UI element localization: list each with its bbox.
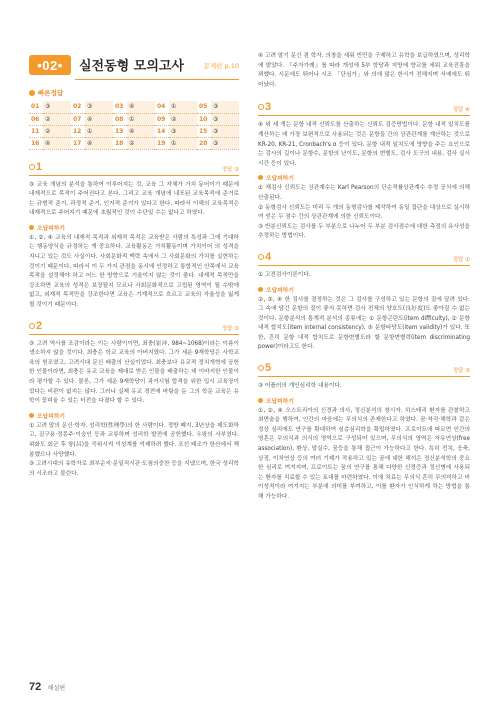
publisher-label: 해설편	[47, 685, 66, 692]
answer-row	[29, 113, 239, 125]
bullet-icon	[258, 175, 263, 180]
correct-answer: 정답 ③	[221, 166, 239, 173]
explanation-label: 오답피하기	[29, 411, 239, 420]
circle-icon	[258, 365, 264, 371]
question-number: 2	[29, 320, 42, 332]
answer-value: ④	[85, 137, 113, 149]
header-rule	[75, 79, 239, 80]
answer-value: ④	[85, 113, 113, 125]
answer-number: 01	[29, 101, 43, 113]
right-questions	[258, 102, 470, 502]
bullet-icon	[29, 413, 34, 418]
question-number: 3	[258, 101, 271, 113]
left-column	[29, 52, 239, 489]
answer-value: ③	[211, 113, 239, 125]
explanation-body: ①, ②, ④ 교육의 내재적 목적과 외재적 목적은 교육받은 사람의 특성과 그에 기대하는 행동양식을 규정하는 게 중요하다. 교육활동은 가치활동이며 가치이어 의 성격을 지니고 있는 것도 사실이다. 사회문화적 맥락 속에서 그 사회문화의 가치를 실현하는 것이기 때문이다. 따라서 이 두 가지 관점을 동시에 인정하고 통합적인 안목에서 교육목적을 설정해야 하고 어느 한 방향으로 기울이지 않는 것이 좋다. 내재적 목적만을 강조하면 교육의 성격은 보장될지 모르나 사회문화적으로 고립된 영역이 될 수밖에 없고, 외재적 목적만을 강조한다면 교육은 기계적으로 흐르고 교육의 자율성을 잃게 될 것이기 때문이다.	[29, 234, 239, 309]
circle-icon	[29, 323, 35, 329]
answer-value: ③	[169, 125, 197, 137]
question-header	[258, 102, 470, 116]
answer-value: ②	[43, 125, 71, 137]
answer-number: 06	[29, 113, 43, 125]
question-body: ③ 교육 개념의 분석을 통하여 이루어지는 것, 교육 그 자체가 가치 동어이기 때문에 내재적으로 목적이 주어진다고 본다. 그리고 교육 개념에 내포된 교육목적에 준거로는 규범적 준거, 과정적 준거, 인지적 준거가 있다고 한다. 따라서 이해의 교육목적은 내재적으로 주어지기 때문에 초월적인 것이 수단일 수는 없다고 하였다.	[29, 181, 239, 217]
section-subref: 문제편 p.10	[203, 62, 239, 70]
section-title: 실전동형 모의고사	[79, 59, 184, 74]
correct-answer: 정답 ③	[221, 325, 239, 332]
question-header	[29, 162, 239, 176]
bullet-icon	[29, 90, 35, 96]
question-body: ③ 어플러의 개인심리학 내용이다.	[258, 383, 342, 390]
explanation-body: ②, ③, ④ 한 검사를 결정하는 것은 그 검사를 구성하고 있는 문항의 질에 달려 있다. 그 속에 담긴 문항의 질이 좋지 못하면 검사 전체의 양호도(良好度)도 좋아질 수 없는 것이다. 문항분석의 통계적 분석의 종류에는 ① 문항곤란도(item difficulty), ② 문항 내적 합치도(item internal consistency), ③ 문항타당도(item validity)가 있다. 또한, 흔히 문항 내적 합치도로 문항변별도라 할 문항변별력(item discriminating power)이라고도 한다.	[258, 296, 470, 351]
answer-value: ①	[169, 101, 197, 113]
bullet-icon	[29, 225, 34, 230]
question-number: 1	[29, 161, 42, 173]
question-block	[258, 102, 470, 242]
question-body: ① 고전검사이론이다.	[258, 271, 311, 278]
bullet-icon	[258, 398, 263, 403]
explanation-label: 오답피하기	[258, 173, 470, 182]
answer-value: ③	[85, 101, 113, 113]
question-body: ③ 고려 역사를 조감이라는 이는 사람이이면, 최충(崔冲, 984~1068)이라는 이름이 생소하지 않을 것이다. 최충은 학교 교육의 아버지였다. 그가 세운 9재학당은 사학교육의 원조였고, 고려시대 문신 배출의 산실이었다. 최충보다 유교적 정치개혁에 공헌한 인물이라면, 최충은 유교 교육을 제대로 받은 인물을 배출하는 데 이바지한 인물이라 평가할 수 있다. 물론, 그가 세운 9재학당이 과거시험 합격을 위한 입시 교육장이었다는 비판이 없지는 않다. 그러나 실제 유교 경전에 바탕을 둔 그의 학문 교육은 유학이 꽃피울 수 있는 터전을 다졌다 할 수 있다.	[29, 340, 239, 405]
explanation-body: ①, ②, ④ 오스트리아의 신경과 의사, 정신분석의 창시자. 히스테리 환자를 관찰하고 최면술을 행하여, 인간의 마음에는 무의식의 존재한다고 하였다. 꿈·착각·해학과 같은 정상 심리에도 연구를 확대하여 심층심리학을 확립하였다. 프로이트에 따르면 인간의 영혼은 무의식과 의식의 영역으로 구성되어 있으며, 무의식의 영역은 자유연상(free association), 환상, 말실수, 꿈등을 통해 접근이 가능하다고 한다. 특히 전치, 응축, 상징, 이차연상 등의 여러 기제가 작용하고 있는 꿈에 대한 해석은 정신분석학의 중요한 심리로 여겨지며, 프로이트는 꿈의 연구를 통해 다양한 신경증과 정신병에 사용되는 환자를 치료할 수 있는 토대를 마련하였다. 이에 치료는 무의식 흔히 무의미하고 비이성적이라 여겨지는 부분에 의미를 부여하고, 이를 환자가 인식하게 하는 방법을 통해 가능하다.	[258, 407, 470, 500]
answer-number: 15	[197, 125, 211, 137]
correct-answer: 정답 ①	[452, 256, 470, 263]
answer-number: 14	[155, 125, 169, 137]
question-header	[29, 321, 239, 335]
question-block	[258, 252, 470, 353]
circle-icon	[29, 164, 35, 170]
question-header	[258, 363, 470, 377]
answer-value: ②	[127, 137, 155, 149]
question-block	[29, 321, 239, 480]
correct-answer: 정답 ④	[452, 107, 470, 114]
answer-value: ①	[85, 125, 113, 137]
answer-value: ③	[211, 101, 239, 113]
answer-value: ①	[127, 113, 155, 125]
answer-number: 20	[197, 137, 211, 149]
question-block	[29, 162, 239, 311]
carryover-text: ④ 고려 말기 문신 겸 학자. 의창을 세워 빈민을 구제하고 유학을 보급하였으며, 성리학에 밝았다. 『주자가례』를 따라 개성에 5부 학당과 지방에 향교를 세워 교육진흥을 꾀했다. 시문에도 뛰어나 시조 「단심가」와 의에 많은 한시가 전해지며 서예에도 뛰어났다.	[258, 53, 470, 88]
answer-number: 07	[71, 113, 85, 125]
answer-value: ③	[43, 101, 71, 113]
explanation-body: ① 고려 말의 문신·학자. 성리학(性理學)의 한 사람이다. 정방 폐지, 3년상을 제도화하고, 김구용·정몽주·이숭인 등과 교류하며 성리학 발전에 공헌했다. 우왕의 사부였다. 위화도 회군 후 창(昌)을 즉위시켜 이성계를 억제하려 했다. 조선 태조가 한산에서 책봉했으나 사양했다. ③ 고려시대의 유학자로 최부순지·문일직시관·도첨의중찬 등을 지냈으며, 한국 성리학의 시조라고 불린다.	[29, 422, 239, 477]
answer-value: ④	[43, 137, 71, 149]
right-column	[258, 52, 470, 513]
circle-icon	[258, 104, 264, 110]
answer-number: 12	[71, 125, 85, 137]
section-badge: •02•	[29, 55, 71, 75]
answer-section-label: 빠른정답	[29, 88, 239, 97]
answer-grid	[29, 101, 239, 150]
answer-value: ④	[127, 125, 155, 137]
answer-number: 09	[155, 113, 169, 125]
answer-value: ④	[127, 101, 155, 113]
page-footer	[29, 681, 65, 693]
bullet-icon	[258, 287, 263, 292]
question-header	[258, 252, 470, 266]
section-header	[29, 52, 239, 80]
explanation-body: ① 재검사 신뢰도는 상관계수는 Karl Pearson의 단순적률상관계수 추정 공식에 의해 산출된다. ② 동형검사 신뢰도는 미리 두 개의 동형검사를 제작하여 동일 집단을 대상으로 실시하여 얻은 두 점수 간의 상관관계에 의한 신뢰도이다. ③ 반분신뢰도는 검사를 두 부분으로 나누어 두 부분 검사점수에 대한 측정의 유사성을 추정하는 방법이다.	[258, 185, 470, 240]
answer-number: 18	[113, 137, 127, 149]
correct-answer: 정답 ③	[452, 368, 470, 375]
answer-value: ②	[169, 113, 197, 125]
answer-number: 11	[29, 125, 43, 137]
explanation-label: 오답피하기	[29, 223, 239, 232]
answer-value: ②	[43, 113, 71, 125]
answer-number: 16	[29, 137, 43, 149]
answer-number: 04	[155, 101, 169, 113]
answer-number: 10	[197, 113, 211, 125]
answer-number: 19	[155, 137, 169, 149]
answer-row	[29, 101, 239, 113]
answer-number: 13	[113, 125, 127, 137]
question-number: 4	[258, 251, 271, 263]
answer-number: 05	[197, 101, 211, 113]
answer-row	[29, 125, 239, 137]
explanation-label: 오답피하기	[258, 285, 470, 294]
question-number: 5	[258, 362, 271, 374]
page-number: 72	[29, 681, 42, 693]
answer-number: 17	[71, 137, 85, 149]
answer-value: ③	[211, 137, 239, 149]
answer-number: 02	[71, 101, 85, 113]
answer-value: ③	[211, 125, 239, 137]
answer-number: 03	[113, 101, 127, 113]
answer-value: ①	[169, 137, 197, 149]
answer-number: 08	[113, 113, 127, 125]
left-questions	[29, 162, 239, 480]
explanation-label: 오답피하기	[258, 396, 470, 405]
circle-icon	[258, 254, 264, 260]
question-body: ④ 위 세 개는 문항 내적 신뢰도를 산출하는 신뢰도 검증방법이다. 문항 내적 일치도를 계산하는 데 가장 보편적으로 사용되는 것은 문항들 간의 상관관계를 계산하는 것으로 KR-20, KR-21, Cronbach's α 등이 있다. 문항 내적 일치도에 영향을 주는 요인으로는 검사의 길이나 문항수, 문항의 난이도, 문항의 변별도, 검사 도구의 내용, 검사 실시 시간 등이 있다.	[258, 122, 470, 167]
answer-row	[29, 137, 239, 149]
question-block	[258, 363, 470, 503]
